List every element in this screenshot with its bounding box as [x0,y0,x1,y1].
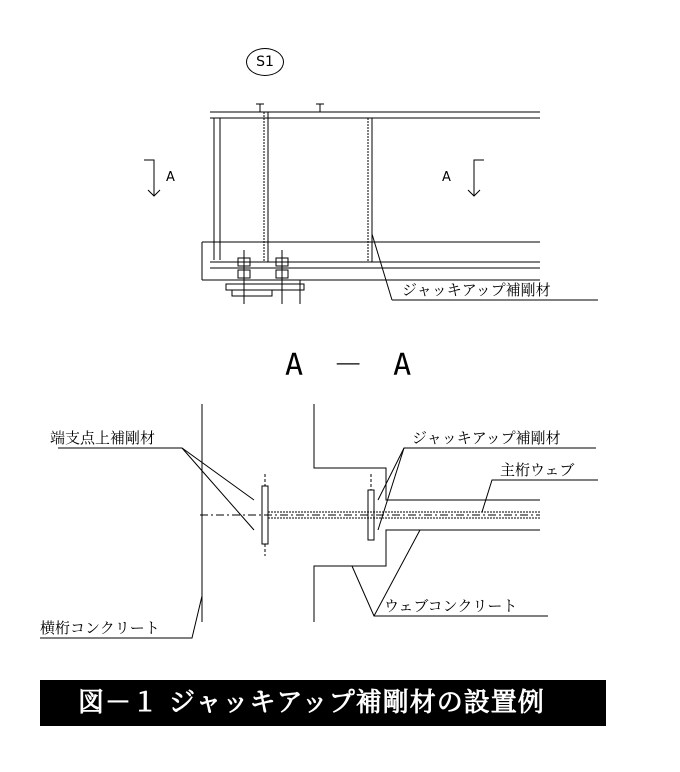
label-main-girder-web: 主桁ウェブ [500,461,575,479]
section-bubble-s1: S1 [246,48,284,76]
leader-end-support-2 [182,448,254,530]
bearing-plate-2 [232,290,272,296]
section-mark-left: A [166,170,175,185]
label-end-support-stiffener: 端支点上補剛材 [50,429,156,447]
label-jackup-stiffener-plan: ジャッキアップ補剛材 [412,429,561,447]
label-jackup-stiffener-elevation: ジャッキアップ補剛材 [402,281,551,299]
figure-caption: 図－１ ジャッキアップ補剛材の設置例 [40,680,606,726]
label-cross-beam-concrete: 横桁コンクリート [40,619,160,637]
web-concrete-upper [314,404,540,500]
section-title: A － A [285,348,418,383]
label-web-concrete: ウェブコンクリート [384,597,518,615]
leader-main-web [482,480,598,512]
bearing-plate [226,284,304,290]
leader-end-support [58,448,254,500]
leader-line [372,234,392,300]
section-mark-right: A [442,170,451,185]
